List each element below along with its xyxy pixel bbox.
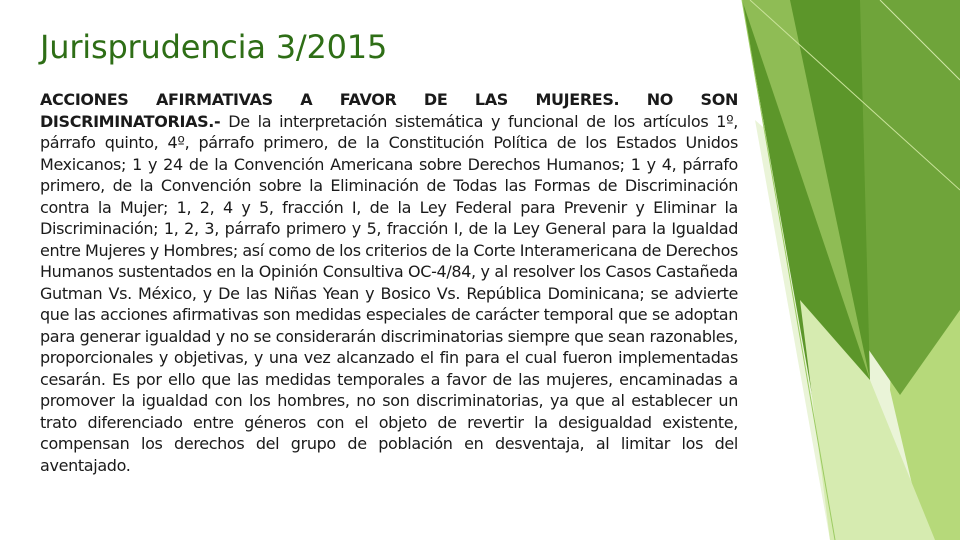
slide-title: Jurisprudencia 3/2015 — [40, 28, 388, 66]
jurisprudence-text — [40, 89, 738, 476]
jurisprudence-body: De la interpretación sistemática y funcional de los artículos 1º, párrafo quinto, 4º, párrafo primero, de la Constitución Política de los Estados Unidos Mexicanos; 1 y 24 de la Convención Americana sobre Derechos Humanos; 1 y 4, párrafo primero, de la Convención sobre la Eliminación de Todas las Formas de Discriminación contra la Mujer; 1, 2, 4 y 5, fracción I, de la Ley Federal para Prevenir y Eliminar la Discriminación; 1, 2, 3, párrafo primero y 5, fracción I, de la Ley General para la Igualdad entre Mujeres y Hombres; así como de los criterios de la Corte Interamericana de Derechos Humanos sustentados en la Opinión Consultiva OC-4/84, y al resolver los Casos Castañeda Gutman Vs. México, y De las Niñas Yean y Bosico Vs. República Dominicana; se advierte que las acciones afirmativas son medidas especiales de carácter temporal que se adoptan para generar igualdad y no se considerarán discriminatorias siempre que sean razonables, proporcionales y objetivas, y una vez alcanzado el fin para el cual fueron implementadas cesarán. Es por ello que las medidas temporales a favor de las mujeres, encaminadas a promover la igualdad con los hombres, no son discriminatorias, ya que al establecer un trato diferenciado entre géneros con el objeto de revertir la desigualdad existente, compensan los derechos del grupo de población en desventaja, al limitar los del aventajado. — [40, 111, 738, 475]
jurisprudence-heading: ACCIONES AFIRMATIVAS A FAVOR DE LAS MUJERES. NO SON DISCRIMINATORIAS.- — [40, 90, 738, 131]
